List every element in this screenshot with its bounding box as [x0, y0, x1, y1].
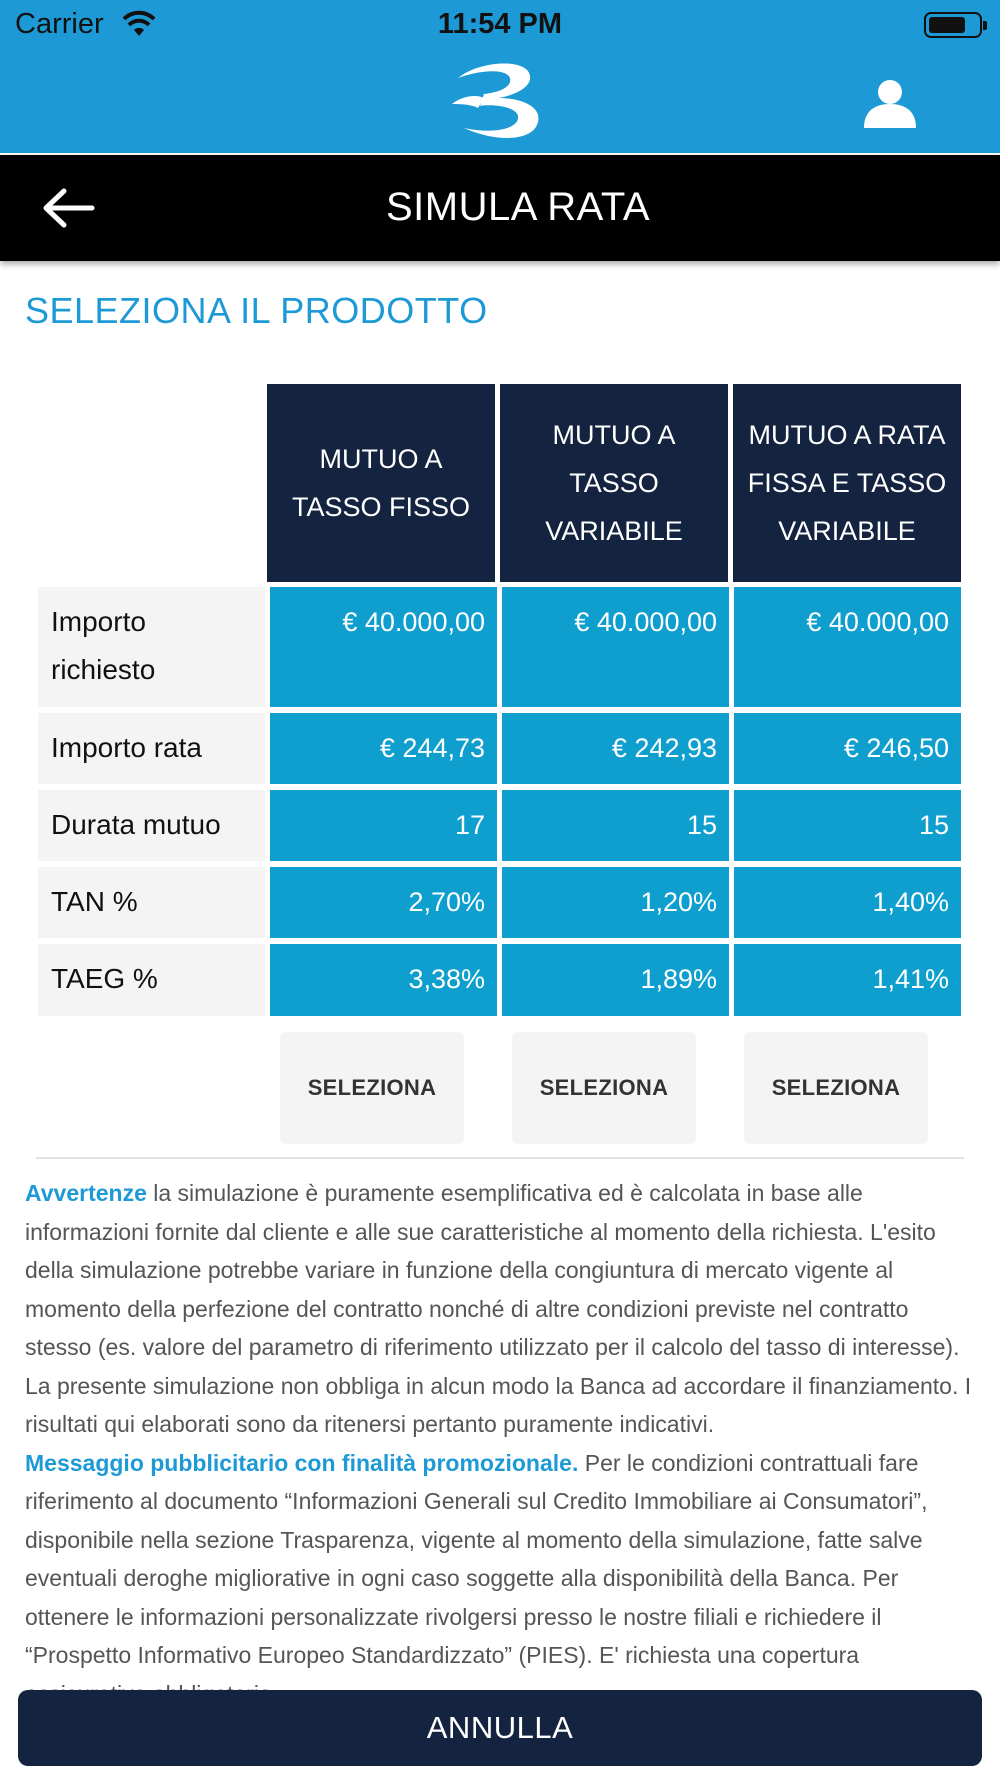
- product-header-variabile: MUTUO A TASSO VARIABILE: [500, 384, 728, 582]
- product-header-fisso: MUTUO A TASSO FISSO: [267, 384, 495, 582]
- cell-taeg: 1,41%: [734, 944, 961, 1016]
- row-label-durata-mutuo: Durata mutuo: [38, 790, 265, 861]
- divider: [36, 1157, 964, 1159]
- cell-importo-rata: € 246,50: [734, 713, 961, 784]
- status-bar: [0, 0, 1000, 50]
- clock: 11:54 PM: [437, 8, 563, 40]
- cell-importo-richiesto: € 40.000,00: [502, 587, 729, 707]
- promo-text: Per le condizioni contrattuali fare riferimento al documento “Informazioni Generali sul Credito Immobiliare ai Consumatori”, disponibile nella sezione Trasparenza, vigente al momento della simulazione, fatte salve eventuali deroghe migliorative in ogni caso soggette alla disponibilità della Banca. Per ottenere le informazioni personalizzate rivolgersi presso le nostre filiali e richiedere il “Prospetto Informativo Europeo Standardizzato” (PIES). E' richiesta una copertura: [25, 1449, 928, 1668]
- cell-importo-richiesto: € 40.000,00: [270, 587, 497, 707]
- warning-text: la simulazione è puramente esemplificativa ed è calcolata in base alle informazioni fornite dal cliente e alle sue caratteristiche al momento della richiesta. L'esito della simulazione potrebbe variare in funzione della congiuntura di mercato vigente al momento della perfezione del contratto nonché di altre condizioni previste nel contratto stesso (es. valore del parametro di riferimento utilizzato per il calcolo del tasso di interesse). La presente simulazione non obbliga in alcun modo la Banca ad accordare il finanziamento. I risultati qui elaborati sono da ritenersi pertanto puramente indicativi.: [25, 1180, 972, 1437]
- row-label-tan: TAN %: [38, 867, 265, 938]
- carrier-label: Carrier: [15, 8, 104, 40]
- cell-tan: 1,20%: [502, 867, 729, 938]
- row-label-importo-rata: Importo rata: [38, 713, 265, 784]
- cell-taeg: 1,89%: [502, 944, 729, 1016]
- row-label-taeg: TAEG %: [38, 944, 265, 1016]
- promo-title: Messaggio pubblicitario con finalità promozionale.: [25, 1449, 579, 1476]
- section-title: SELEZIONA IL PRODOTTO: [25, 290, 488, 331]
- row-label-importo-richiesto: Importo richiesto: [38, 587, 265, 707]
- cell-importo-rata: € 242,93: [502, 713, 729, 784]
- warning-title: Avvertenze: [25, 1180, 147, 1206]
- product-header-rata-fissa: MUTUO A RATA FISSA E TASSO VARIABILE: [733, 384, 961, 582]
- cell-importo-richiesto: € 40.000,00: [734, 587, 961, 707]
- cancel-button[interactable]: ANNULLA: [18, 1690, 982, 1766]
- cell-taeg: 3,38%: [270, 944, 497, 1016]
- select-button-rata-fissa[interactable]: SELEZIONA: [744, 1032, 928, 1144]
- cell-durata-mutuo: 17: [270, 790, 497, 861]
- cell-tan: 1,40%: [734, 867, 961, 938]
- cell-importo-rata: € 244,73: [270, 713, 497, 784]
- top-bar: [0, 0, 1000, 153]
- battery-icon: [924, 12, 982, 38]
- select-button-variabile[interactable]: SELEZIONA: [512, 1032, 696, 1144]
- cell-durata-mutuo: 15: [734, 790, 961, 861]
- select-button-fisso[interactable]: SELEZIONA: [280, 1032, 464, 1144]
- page-title: SIMULA RATA: [385, 185, 651, 229]
- cell-tan: 2,70%: [270, 867, 497, 938]
- brand-logo-icon[interactable]: [450, 58, 550, 142]
- title-bar: [0, 155, 1000, 261]
- cell-durata-mutuo: 15: [502, 790, 729, 861]
- user-icon[interactable]: [862, 78, 918, 128]
- disclaimer-text: [25, 1174, 975, 1713]
